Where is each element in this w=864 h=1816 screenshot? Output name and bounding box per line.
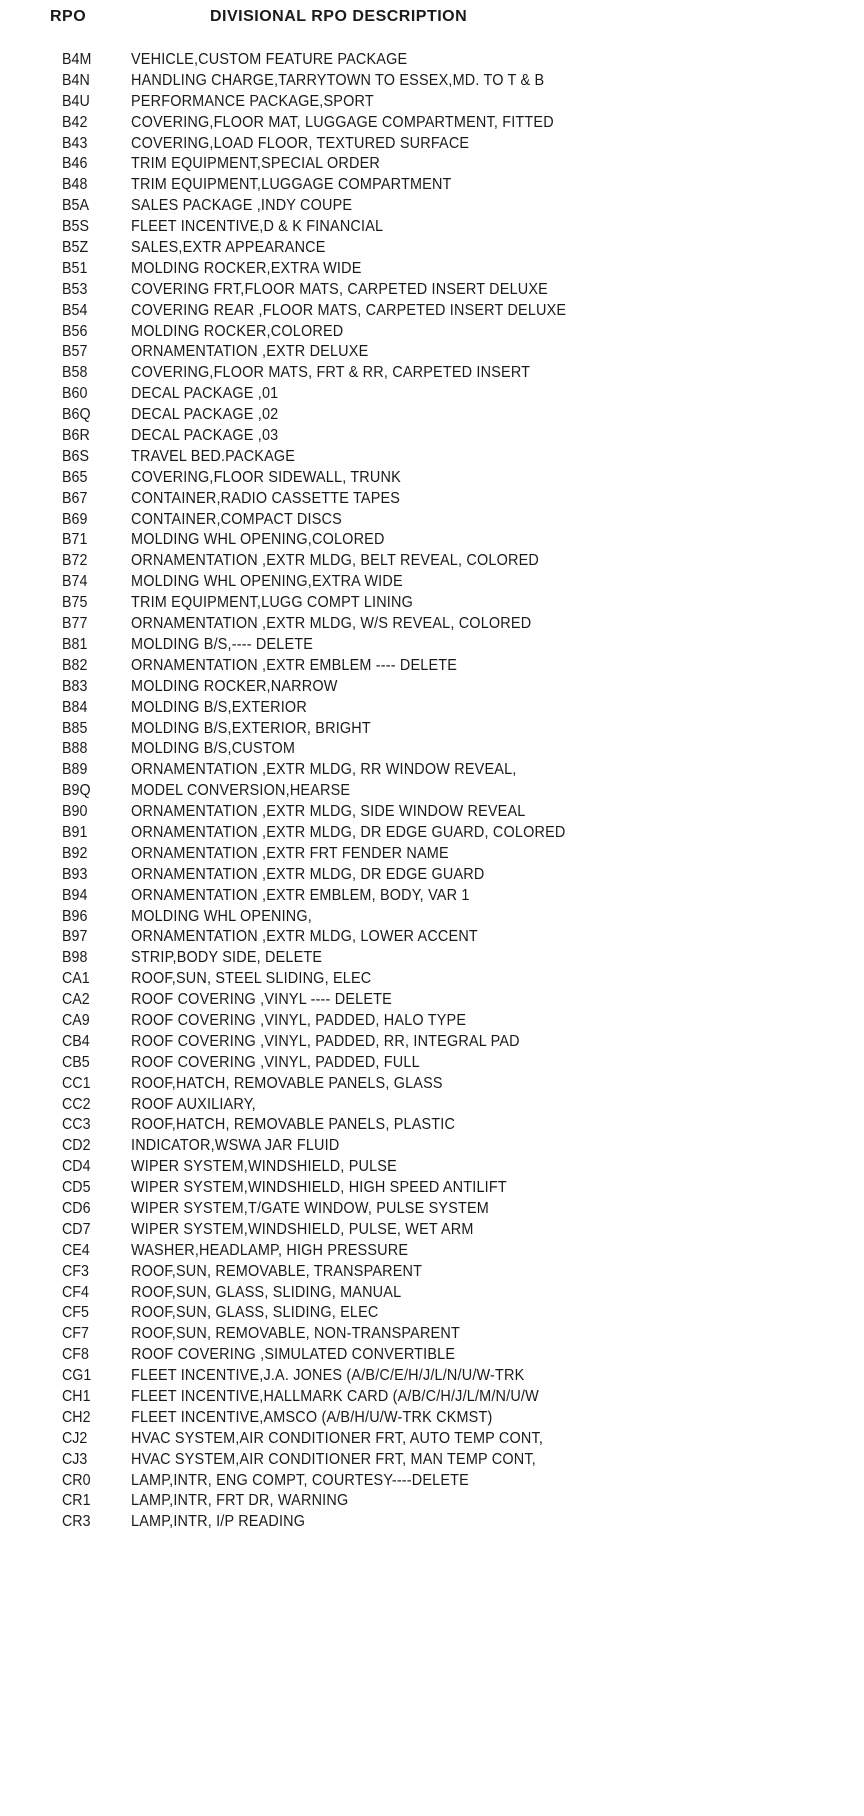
table-row <box>0 1512 864 1533</box>
rpo-description: TRIM EQUIPMENT,LUGGAGE COMPARTMENT <box>131 176 452 194</box>
table-row <box>0 92 864 113</box>
rpo-code: CD4 <box>62 1158 91 1176</box>
table-row <box>0 489 864 510</box>
rpo-code: CR3 <box>62 1513 91 1531</box>
rpo-code: B85 <box>62 719 88 737</box>
table-row <box>0 238 864 259</box>
rpo-code: B5Z <box>62 239 89 257</box>
table-row <box>0 468 864 489</box>
table-row <box>0 1074 864 1095</box>
rpo-description: MOLDING B/S,---- DELETE <box>131 635 314 653</box>
rpo-description: HANDLING CHARGE,TARRYTOWN TO ESSEX,MD. TO T & B <box>131 71 545 89</box>
table-row <box>0 1471 864 1492</box>
rpo-code: CC1 <box>62 1074 91 1092</box>
table-row <box>0 1366 864 1387</box>
rpo-description: ROOF,SUN, GLASS, SLIDING, MANUAL <box>131 1283 402 1301</box>
table-row <box>0 719 864 740</box>
table-row <box>0 1450 864 1471</box>
table-row <box>0 510 864 531</box>
rpo-code: CH1 <box>62 1388 91 1405</box>
rpo-code: B54 <box>62 301 88 319</box>
table-row <box>0 593 864 614</box>
rpo-description: ROOF,HATCH, REMOVABLE PANELS, GLASS <box>131 1074 443 1092</box>
table-row <box>0 71 864 92</box>
rpo-description: MOLDING B/S,EXTERIOR, BRIGHT <box>131 719 371 737</box>
rpo-description: FLEET INCENTIVE,HALLMARK CARD (A/B/C/H/J/L/M/N/U/W <box>131 1388 539 1405</box>
rpo-code: B4N <box>62 71 90 89</box>
table-row <box>0 823 864 844</box>
rpo-description: ROOF COVERING ,VINYL, PADDED, HALO TYPE <box>131 1011 467 1029</box>
rpo-description: CONTAINER,COMPACT DISCS <box>131 510 342 528</box>
table-row <box>0 927 864 948</box>
rpo-code: CD2 <box>62 1137 91 1155</box>
rpo-description: COVERING,FLOOR SIDEWALL, TRUNK <box>131 468 401 486</box>
rpo-description: COVERING,FLOOR MAT, LUGGAGE COMPARTMENT, FITTED <box>131 113 554 131</box>
table-row <box>0 154 864 175</box>
rpo-code: B91 <box>62 823 88 841</box>
rpo-description: TRIM EQUIPMENT,LUGG COMPT LINING <box>131 594 414 612</box>
rpo-code: B92 <box>62 844 88 862</box>
table-row <box>0 886 864 907</box>
rpo-code: B77 <box>62 615 88 633</box>
rpo-code: CF8 <box>62 1346 89 1364</box>
rpo-code: CD5 <box>62 1179 91 1197</box>
table-row <box>0 1387 864 1408</box>
rpo-code: CD6 <box>62 1199 91 1217</box>
rpo-description: ROOF,HATCH, REMOVABLE PANELS, PLASTIC <box>131 1116 456 1134</box>
table-row <box>0 844 864 865</box>
table-row <box>0 1429 864 1450</box>
table-row <box>0 781 864 802</box>
table-row <box>0 322 864 343</box>
table-row <box>0 1262 864 1283</box>
rpo-description: CONTAINER,RADIO CASSETTE TAPES <box>131 489 401 507</box>
rpo-description: ORNAMENTATION ,EXTR MLDG, BELT REVEAL, COLORED <box>131 552 539 570</box>
rpo-code: CJ3 <box>62 1450 88 1468</box>
rpo-list <box>0 50 864 1533</box>
rpo-description: WIPER SYSTEM,WINDSHIELD, PULSE <box>131 1158 397 1176</box>
rpo-description: ROOF COVERING ,VINYL, PADDED, FULL <box>131 1053 420 1071</box>
rpo-code: B96 <box>62 907 88 925</box>
rpo-code: CE4 <box>62 1241 90 1259</box>
rpo-description: WIPER SYSTEM,T/GATE WINDOW, PULSE SYSTEM <box>131 1199 489 1217</box>
rpo-code: B90 <box>62 803 88 821</box>
rpo-column-header: RPO <box>50 8 87 25</box>
rpo-description: ORNAMENTATION ,EXTR MLDG, W/S REVEAL, COLORED <box>131 615 532 633</box>
rpo-description: TRIM EQUIPMENT,SPECIAL ORDER <box>131 155 380 173</box>
rpo-description: HVAC SYSTEM,AIR CONDITIONER FRT, MAN TEMP CONT, <box>131 1450 536 1468</box>
rpo-code: CB5 <box>62 1053 90 1071</box>
rpo-description: ROOF COVERING ,SIMULATED CONVERTIBLE <box>131 1346 456 1364</box>
rpo-description: MOLDING B/S,CUSTOM <box>131 740 296 758</box>
table-row <box>0 948 864 969</box>
rpo-description: LAMP,INTR, I/P READING <box>131 1513 306 1531</box>
table-row <box>0 447 864 468</box>
table-row <box>0 802 864 823</box>
rpo-code: B48 <box>62 176 88 194</box>
rpo-code: CR0 <box>62 1471 91 1489</box>
rpo-description: TRAVEL BED.PACKAGE <box>131 447 296 465</box>
rpo-code: B84 <box>62 698 88 716</box>
rpo-description: WASHER,HEADLAMP, HIGH PRESSURE <box>131 1241 409 1259</box>
rpo-description: ROOF,SUN, STEEL SLIDING, ELEC <box>131 970 372 988</box>
rpo-code: CB4 <box>62 1032 90 1050</box>
table-row <box>0 1115 864 1136</box>
rpo-description: COVERING,LOAD FLOOR, TEXTURED SURFACE <box>131 134 470 152</box>
rpo-description: ROOF COVERING ,VINYL ---- DELETE <box>131 991 392 1009</box>
rpo-description: COVERING,FLOOR MATS, FRT & RR, CARPETED INSERT <box>131 364 531 382</box>
table-row <box>0 259 864 280</box>
table-row <box>0 969 864 990</box>
rpo-code: B6R <box>62 427 90 445</box>
rpo-code: CF7 <box>62 1325 89 1343</box>
rpo-description: MOLDING B/S,EXTERIOR <box>131 698 307 716</box>
rpo-description: ORNAMENTATION ,EXTR MLDG, SIDE WINDOW REVEAL <box>131 803 526 821</box>
rpo-code: B67 <box>62 489 88 507</box>
rpo-code: B75 <box>62 594 88 612</box>
rpo-code: B65 <box>62 468 88 486</box>
rpo-description: ORNAMENTATION ,EXTR DELUXE <box>131 343 369 361</box>
rpo-code: B42 <box>62 113 88 131</box>
rpo-description: ROOF,SUN, GLASS, SLIDING, ELEC <box>131 1304 379 1322</box>
rpo-description: ROOF AUXILIARY, <box>131 1095 256 1113</box>
rpo-description: DECAL PACKAGE ,03 <box>131 427 279 445</box>
rpo-code: CA9 <box>62 1011 90 1029</box>
table-row <box>0 196 864 217</box>
table-row <box>0 1283 864 1304</box>
rpo-code: B4U <box>62 92 90 110</box>
table-row <box>0 760 864 781</box>
rpo-code: B56 <box>62 322 88 340</box>
rpo-description: FLEET INCENTIVE,D & K FINANCIAL <box>131 218 384 236</box>
rpo-description: MOLDING WHL OPENING,COLORED <box>131 531 385 549</box>
rpo-code: B74 <box>62 573 88 591</box>
table-row <box>0 342 864 363</box>
rpo-code: B83 <box>62 677 88 695</box>
table-row <box>0 280 864 301</box>
table-row <box>0 405 864 426</box>
rpo-description: MOLDING ROCKER,EXTRA WIDE <box>131 259 362 277</box>
rpo-description: FLEET INCENTIVE,J.A. JONES (A/B/C/E/H/J/L/N/U/W-TRK <box>131 1367 525 1385</box>
rpo-code: CF4 <box>62 1283 89 1301</box>
table-row <box>0 677 864 698</box>
rpo-code: B72 <box>62 552 88 570</box>
table-row <box>0 1199 864 1220</box>
rpo-description: SALES,EXTR APPEARANCE <box>131 239 326 257</box>
rpo-description: DECAL PACKAGE ,01 <box>131 385 279 403</box>
rpo-code: B89 <box>62 761 88 779</box>
table-row <box>0 1178 864 1199</box>
rpo-description: SALES PACKAGE ,INDY COUPE <box>131 197 353 215</box>
rpo-description: ORNAMENTATION ,EXTR MLDG, DR EDGE GUARD, COLORED <box>131 823 566 841</box>
table-row <box>0 134 864 155</box>
rpo-code: B97 <box>62 928 88 946</box>
rpo-code: CJ2 <box>62 1429 88 1447</box>
rpo-code: B71 <box>62 531 88 549</box>
table-row <box>0 1345 864 1366</box>
rpo-description: MOLDING ROCKER,COLORED <box>131 322 344 340</box>
rpo-code: B88 <box>62 740 88 758</box>
table-row <box>0 301 864 322</box>
rpo-code: B69 <box>62 510 88 528</box>
rpo-code: B6Q <box>62 406 91 424</box>
rpo-description: ORNAMENTATION ,EXTR FRT FENDER NAME <box>131 844 449 862</box>
rpo-description: MODEL CONVERSION,HEARSE <box>131 782 351 800</box>
rpo-description: MOLDING WHL OPENING,EXTRA WIDE <box>131 573 403 591</box>
rpo-description: WIPER SYSTEM,WINDSHIELD, HIGH SPEED ANTILIFT <box>131 1179 507 1197</box>
table-row <box>0 1324 864 1345</box>
rpo-description: ORNAMENTATION ,EXTR MLDG, RR WINDOW REVEAL, <box>131 761 517 779</box>
table-row <box>0 739 864 760</box>
table-row <box>0 113 864 134</box>
rpo-description: LAMP,INTR, ENG COMPT, COURTESY----DELETE <box>131 1471 469 1489</box>
table-row <box>0 1095 864 1116</box>
table-row <box>0 1032 864 1053</box>
rpo-description: COVERING FRT,FLOOR MATS, CARPETED INSERT DELUXE <box>131 280 548 298</box>
rpo-description: ORNAMENTATION ,EXTR MLDG, DR EDGE GUARD <box>131 865 485 883</box>
rpo-code: B58 <box>62 364 88 382</box>
rpo-description: FLEET INCENTIVE,AMSCO (A/B/H/U/W-TRK CKMST) <box>131 1408 493 1426</box>
rpo-code: B43 <box>62 134 88 152</box>
rpo-code: CR1 <box>62 1492 91 1510</box>
rpo-description: DECAL PACKAGE ,02 <box>131 406 279 424</box>
rpo-code: B57 <box>62 343 88 361</box>
table-row <box>0 907 864 928</box>
table-row <box>0 50 864 71</box>
table-row <box>0 175 864 196</box>
table-row <box>0 530 864 551</box>
rpo-description: MOLDING ROCKER,NARROW <box>131 677 338 695</box>
table-row <box>0 614 864 635</box>
rpo-code: B98 <box>62 949 88 967</box>
rpo-code: B53 <box>62 280 88 298</box>
rpo-code: CA2 <box>62 991 90 1009</box>
rpo-description: COVERING REAR ,FLOOR MATS, CARPETED INSERT DELUXE <box>131 301 567 319</box>
rpo-code: B94 <box>62 886 88 904</box>
rpo-description: WIPER SYSTEM,WINDSHIELD, PULSE, WET ARM <box>131 1220 474 1238</box>
table-row <box>0 1303 864 1324</box>
rpo-code: B82 <box>62 656 88 674</box>
rpo-description: PERFORMANCE PACKAGE,SPORT <box>131 92 374 110</box>
rpo-description: ROOF COVERING ,VINYL, PADDED, RR, INTEGRAL PAD <box>131 1032 520 1050</box>
rpo-code: B5A <box>62 197 89 215</box>
table-row <box>0 1241 864 1262</box>
rpo-code: B60 <box>62 385 88 403</box>
rpo-description: MOLDING WHL OPENING, <box>131 907 312 925</box>
table-row <box>0 1053 864 1074</box>
rpo-code: CF5 <box>62 1304 89 1322</box>
table-row <box>0 551 864 572</box>
rpo-code: CH2 <box>62 1408 91 1426</box>
description-column-header: DIVISIONAL RPO DESCRIPTION <box>210 8 468 25</box>
rpo-description: ORNAMENTATION ,EXTR EMBLEM ---- DELETE <box>131 656 458 674</box>
rpo-description: ROOF,SUN, REMOVABLE, NON-TRANSPARENT <box>131 1325 460 1343</box>
rpo-description: VEHICLE,CUSTOM FEATURE PACKAGE <box>131 51 408 68</box>
table-row <box>0 990 864 1011</box>
table-row <box>0 635 864 656</box>
table-row <box>0 384 864 405</box>
rpo-code: B4M <box>62 51 92 68</box>
rpo-code: B93 <box>62 865 88 883</box>
rpo-description: ROOF,SUN, REMOVABLE, TRANSPARENT <box>131 1262 423 1280</box>
table-row <box>0 1136 864 1157</box>
rpo-code: CA1 <box>62 970 90 988</box>
rpo-code: CC3 <box>62 1116 91 1134</box>
rpo-description: INDICATOR,WSWA JAR FLUID <box>131 1137 340 1155</box>
rpo-code: B5S <box>62 218 89 236</box>
table-row <box>0 217 864 238</box>
table-row <box>0 1011 864 1032</box>
table-row <box>0 363 864 384</box>
rpo-code: B46 <box>62 155 88 173</box>
rpo-description: LAMP,INTR, FRT DR, WARNING <box>131 1492 349 1510</box>
rpo-code: CF3 <box>62 1262 89 1280</box>
rpo-code: B51 <box>62 259 88 277</box>
table-row <box>0 656 864 677</box>
rpo-description: ORNAMENTATION ,EXTR MLDG, LOWER ACCENT <box>131 928 478 946</box>
table-row <box>0 865 864 886</box>
rpo-code: CD7 <box>62 1220 91 1238</box>
table-row <box>0 1157 864 1178</box>
rpo-description: ORNAMENTATION ,EXTR EMBLEM, BODY, VAR 1 <box>131 886 470 904</box>
rpo-code: B81 <box>62 635 88 653</box>
table-header <box>0 8 864 34</box>
rpo-code: B6S <box>62 447 89 465</box>
table-row <box>0 1491 864 1512</box>
table-row <box>0 572 864 593</box>
table-row <box>0 426 864 447</box>
rpo-description: STRIP,BODY SIDE, DELETE <box>131 949 323 967</box>
rpo-code: CG1 <box>62 1367 92 1385</box>
rpo-code: CC2 <box>62 1095 91 1113</box>
rpo-description: HVAC SYSTEM,AIR CONDITIONER FRT, AUTO TEMP CONT, <box>131 1429 544 1447</box>
table-row <box>0 1220 864 1241</box>
table-row <box>0 1408 864 1429</box>
table-row <box>0 698 864 719</box>
rpo-code: B9Q <box>62 782 91 800</box>
